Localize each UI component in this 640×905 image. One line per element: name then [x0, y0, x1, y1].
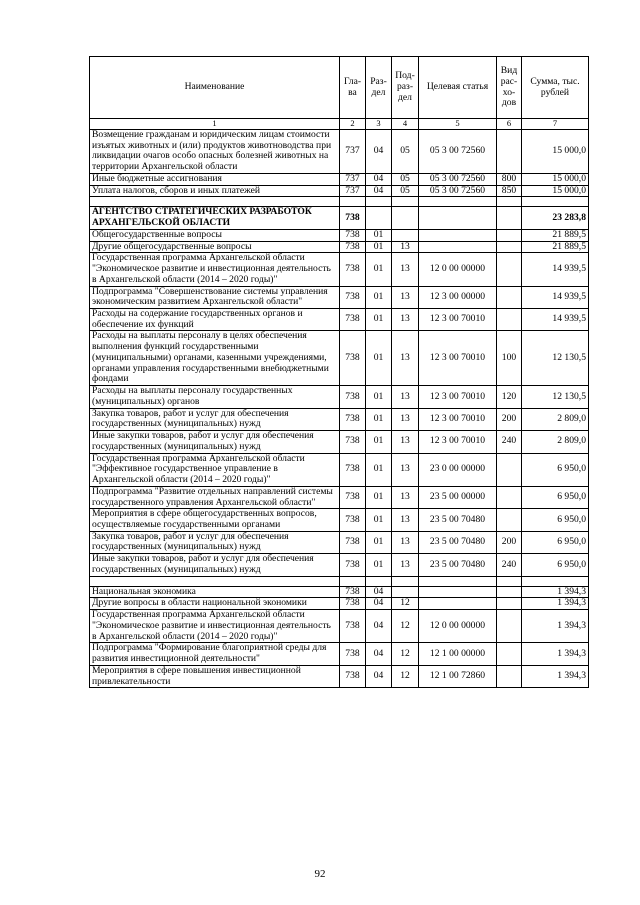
spacer-row [90, 576, 589, 586]
cell-statya [419, 229, 497, 241]
cell-glava: 738 [340, 610, 366, 643]
cell-name: Государственная программа Архангельской области "Эффективное государственное управление в Архангельской области (2014 – 2020 годы)" [90, 453, 340, 486]
cell-vid [497, 253, 522, 286]
cell-glava: 738 [340, 531, 366, 553]
cell-summa: 1 394,3 [522, 610, 589, 643]
table-row [90, 386, 589, 408]
cell-name: Расходы на выплаты персоналу в целях обеспечения выполнения функций государственными (муниципальными) органами, казенными учреждениями, органами управления государственными внебюджетными фондами [90, 331, 340, 386]
cell-glava: 738 [340, 309, 366, 331]
spacer-cell [392, 576, 419, 586]
table-row [90, 531, 589, 553]
cell-razdel: 01 [366, 386, 392, 408]
cell-razdel: 01 [366, 331, 392, 386]
spacer-cell [366, 197, 392, 207]
table-row [90, 207, 589, 229]
table-row [90, 173, 589, 185]
cell-vid [497, 309, 522, 331]
cell-name: Национальная экономика [90, 586, 340, 598]
table-body [90, 130, 589, 688]
cell-podrazdel: 13 [392, 431, 419, 453]
cell-statya: 12 3 00 70010 [419, 431, 497, 453]
cell-razdel: 01 [366, 431, 392, 453]
column-number-row [90, 119, 589, 130]
spacer-cell [90, 197, 340, 207]
cell-name: Иные закупки товаров, работ и услуг для обеспечения государственных (муниципальных) нужд [90, 431, 340, 453]
table-row [90, 509, 589, 531]
cell-podrazdel: 13 [392, 331, 419, 386]
table-row [90, 241, 589, 253]
cell-razdel: 04 [366, 173, 392, 185]
cell-razdel: 01 [366, 554, 392, 576]
cell-statya: 23 5 00 70480 [419, 554, 497, 576]
cell-vid: 800 [497, 173, 522, 185]
table-row [90, 229, 589, 241]
cell-glava: 738 [340, 431, 366, 453]
table-row [90, 554, 589, 576]
column-number: 6 [497, 119, 522, 130]
cell-glava: 738 [340, 241, 366, 253]
cell-summa: 6 950,0 [522, 453, 589, 486]
cell-podrazdel: 13 [392, 509, 419, 531]
cell-razdel: 01 [366, 486, 392, 508]
cell-glava: 738 [340, 331, 366, 386]
cell-razdel: 01 [366, 531, 392, 553]
cell-summa: 6 950,0 [522, 486, 589, 508]
header-statya: Целевая статья [419, 57, 497, 119]
header-summa: Сумма, тыс. рублей [522, 57, 589, 119]
spacer-cell [392, 197, 419, 207]
cell-glava: 738 [340, 386, 366, 408]
cell-vid [497, 509, 522, 531]
cell-vid: 100 [497, 331, 522, 386]
cell-razdel: 04 [366, 643, 392, 665]
cell-summa: 6 950,0 [522, 531, 589, 553]
cell-summa: 1 394,3 [522, 643, 589, 665]
cell-podrazdel [392, 229, 419, 241]
cell-podrazdel: 13 [392, 531, 419, 553]
cell-vid [497, 610, 522, 643]
cell-statya: 12 3 00 00000 [419, 286, 497, 308]
header-glava: Гла-ва [340, 57, 366, 119]
cell-name: Государственная программа Архангельской области "Экономическое развитие и инвестиционная деятельность в Архангельской области (2014 – 2020 годы)" [90, 253, 340, 286]
cell-razdel: 04 [366, 130, 392, 174]
cell-summa: 12 130,5 [522, 386, 589, 408]
spacer-cell [522, 197, 589, 207]
cell-summa: 15 000,0 [522, 185, 589, 197]
cell-name: Мероприятия в сфере общегосударственных вопросов, осуществляемые государственными органами [90, 509, 340, 531]
cell-statya: 05 3 00 72560 [419, 173, 497, 185]
cell-podrazdel: 13 [392, 241, 419, 253]
cell-summa: 1 394,3 [522, 586, 589, 598]
cell-summa: 6 950,0 [522, 509, 589, 531]
cell-name: Подпрограмма "Формирование благоприятной среды для развития инвестиционной деятельности" [90, 643, 340, 665]
spacer-cell [497, 197, 522, 207]
cell-statya: 05 3 00 72560 [419, 185, 497, 197]
cell-vid: 120 [497, 386, 522, 408]
cell-statya: 12 3 00 70010 [419, 309, 497, 331]
cell-summa: 12 130,5 [522, 331, 589, 386]
cell-razdel: 01 [366, 229, 392, 241]
cell-vid [497, 598, 522, 610]
cell-name: Подпрограмма "Развитие отдельных направлений системы государственного управления Архангельской области" [90, 486, 340, 508]
cell-razdel: 04 [366, 598, 392, 610]
column-number: 3 [366, 119, 392, 130]
cell-glava: 737 [340, 130, 366, 174]
cell-summa: 2 809,0 [522, 408, 589, 430]
cell-vid: 240 [497, 431, 522, 453]
cell-name: Расходы на выплаты персоналу государственных (муниципальных) органов [90, 386, 340, 408]
cell-vid [497, 486, 522, 508]
cell-vid: 850 [497, 185, 522, 197]
column-number: 1 [90, 119, 340, 130]
cell-glava: 738 [340, 509, 366, 531]
cell-statya: 12 1 00 00000 [419, 643, 497, 665]
cell-summa: 1 394,3 [522, 665, 589, 687]
table-row [90, 309, 589, 331]
cell-statya: 12 3 00 70010 [419, 386, 497, 408]
cell-podrazdel: 12 [392, 610, 419, 643]
cell-summa: 2 809,0 [522, 431, 589, 453]
cell-summa: 23 283,8 [522, 207, 589, 229]
spacer-row [90, 197, 589, 207]
cell-statya: 23 5 00 70480 [419, 509, 497, 531]
cell-podrazdel: 13 [392, 554, 419, 576]
cell-name: Государственная программа Архангельской области "Экономическое развитие и инвестиционная деятельность в Архангельской области (2014 – 2020 годы)" [90, 610, 340, 643]
cell-razdel: 01 [366, 453, 392, 486]
spacer-cell [419, 576, 497, 586]
table-row [90, 665, 589, 687]
table-row [90, 408, 589, 430]
table-row [90, 185, 589, 197]
cell-glava: 738 [340, 665, 366, 687]
table-row [90, 643, 589, 665]
cell-podrazdel [392, 207, 419, 229]
cell-statya [419, 241, 497, 253]
cell-podrazdel: 13 [392, 309, 419, 331]
cell-podrazdel: 13 [392, 408, 419, 430]
table-row [90, 453, 589, 486]
cell-podrazdel: 12 [392, 598, 419, 610]
cell-name: Иные закупки товаров, работ и услуг для обеспечения государственных (муниципальных) нужд [90, 554, 340, 576]
header-name: Наименование [90, 57, 340, 119]
table-row [90, 253, 589, 286]
cell-podrazdel: 12 [392, 643, 419, 665]
cell-razdel [366, 207, 392, 229]
spacer-cell [522, 576, 589, 586]
cell-name: АГЕНТСТВО СТРАТЕГИЧЕСКИХ РАЗРАБОТОК АРХАНГЕЛЬСКОЙ ОБЛАСТИ [90, 207, 340, 229]
cell-summa: 15 000,0 [522, 130, 589, 174]
header-podrazdel: Под-раз-дел [392, 57, 419, 119]
cell-statya: 12 1 00 72860 [419, 665, 497, 687]
cell-summa: 14 939,5 [522, 253, 589, 286]
cell-razdel: 01 [366, 509, 392, 531]
cell-podrazdel [392, 586, 419, 598]
header-row [90, 57, 589, 119]
cell-statya: 05 3 00 72560 [419, 130, 497, 174]
cell-name: Мероприятия в сфере повышения инвестиционной привлекательности [90, 665, 340, 687]
cell-razdel: 01 [366, 241, 392, 253]
table-row [90, 331, 589, 386]
cell-vid [497, 586, 522, 598]
cell-razdel: 04 [366, 610, 392, 643]
cell-vid: 200 [497, 531, 522, 553]
cell-statya: 12 3 00 70010 [419, 331, 497, 386]
cell-summa: 1 394,3 [522, 598, 589, 610]
cell-vid [497, 130, 522, 174]
cell-summa: 14 939,5 [522, 286, 589, 308]
cell-razdel: 04 [366, 185, 392, 197]
cell-summa: 15 000,0 [522, 173, 589, 185]
cell-summa: 21 889,5 [522, 229, 589, 241]
table-row [90, 286, 589, 308]
cell-statya [419, 586, 497, 598]
cell-glava: 738 [340, 207, 366, 229]
cell-summa: 6 950,0 [522, 554, 589, 576]
cell-glava: 738 [340, 643, 366, 665]
cell-summa: 21 889,5 [522, 241, 589, 253]
cell-podrazdel: 05 [392, 173, 419, 185]
cell-glava: 738 [340, 408, 366, 430]
cell-glava: 738 [340, 453, 366, 486]
spacer-cell [340, 197, 366, 207]
cell-statya: 12 0 00 00000 [419, 253, 497, 286]
cell-name: Закупка товаров, работ и услуг для обеспечения государственных (муниципальных) нужд [90, 408, 340, 430]
cell-razdel: 01 [366, 286, 392, 308]
cell-podrazdel: 13 [392, 486, 419, 508]
column-number: 2 [340, 119, 366, 130]
cell-name: Расходы на содержание государственных органов и обеспечение их функций [90, 309, 340, 331]
cell-statya: 12 3 00 70010 [419, 408, 497, 430]
cell-name: Иные бюджетные ассигнования [90, 173, 340, 185]
cell-statya: 23 0 00 00000 [419, 453, 497, 486]
spacer-cell [90, 576, 340, 586]
header-razdel: Раз-дел [366, 57, 392, 119]
cell-vid [497, 665, 522, 687]
cell-razdel: 01 [366, 253, 392, 286]
cell-vid [497, 207, 522, 229]
cell-vid [497, 286, 522, 308]
cell-statya: 23 5 00 00000 [419, 486, 497, 508]
cell-podrazdel: 13 [392, 386, 419, 408]
spacer-cell [366, 576, 392, 586]
header-vid: Вид рас-хо-дов [497, 57, 522, 119]
cell-vid: 240 [497, 554, 522, 576]
cell-glava: 738 [340, 554, 366, 576]
cell-podrazdel: 13 [392, 453, 419, 486]
cell-podrazdel: 12 [392, 665, 419, 687]
cell-glava: 737 [340, 185, 366, 197]
cell-razdel: 01 [366, 309, 392, 331]
cell-statya [419, 207, 497, 229]
cell-name: Возмещение гражданам и юридическим лицам стоимости изъятых животных и (или) продуктов животноводства при ликвидации очагов особо опасных болезней животных на территории Архангельской области [90, 130, 340, 174]
cell-name: Закупка товаров, работ и услуг для обеспечения государственных (муниципальных) нужд [90, 531, 340, 553]
cell-podrazdel: 05 [392, 185, 419, 197]
cell-glava: 738 [340, 253, 366, 286]
cell-vid [497, 643, 522, 665]
cell-name: Другие общегосударственные вопросы [90, 241, 340, 253]
cell-glava: 738 [340, 486, 366, 508]
cell-vid [497, 453, 522, 486]
cell-statya: 23 5 00 70480 [419, 531, 497, 553]
cell-razdel: 01 [366, 408, 392, 430]
cell-name: Другие вопросы в области национальной экономики [90, 598, 340, 610]
cell-statya [419, 598, 497, 610]
table-row [90, 586, 589, 598]
budget-table [89, 56, 589, 688]
column-number: 4 [392, 119, 419, 130]
cell-podrazdel: 13 [392, 286, 419, 308]
table-row [90, 486, 589, 508]
cell-statya: 12 0 00 00000 [419, 610, 497, 643]
cell-razdel: 04 [366, 665, 392, 687]
spacer-cell [497, 576, 522, 586]
table-row [90, 610, 589, 643]
cell-vid: 200 [497, 408, 522, 430]
spacer-cell [340, 576, 366, 586]
cell-glava: 738 [340, 598, 366, 610]
column-number: 7 [522, 119, 589, 130]
cell-name: Общегосударственные вопросы [90, 229, 340, 241]
cell-razdel: 04 [366, 586, 392, 598]
cell-glava: 738 [340, 586, 366, 598]
table-row [90, 130, 589, 174]
cell-name: Подпрограмма "Совершенствование системы управления экономическим развитием Архангельской области" [90, 286, 340, 308]
table-row [90, 598, 589, 610]
spacer-cell [419, 197, 497, 207]
cell-glava: 738 [340, 229, 366, 241]
table-row [90, 431, 589, 453]
column-number: 5 [419, 119, 497, 130]
cell-vid [497, 229, 522, 241]
cell-podrazdel: 05 [392, 130, 419, 174]
page-number: 92 [314, 868, 326, 880]
cell-glava: 738 [340, 286, 366, 308]
cell-summa: 14 939,5 [522, 309, 589, 331]
cell-vid [497, 241, 522, 253]
cell-podrazdel: 13 [392, 253, 419, 286]
cell-glava: 737 [340, 173, 366, 185]
cell-name: Уплата налогов, сборов и иных платежей [90, 185, 340, 197]
